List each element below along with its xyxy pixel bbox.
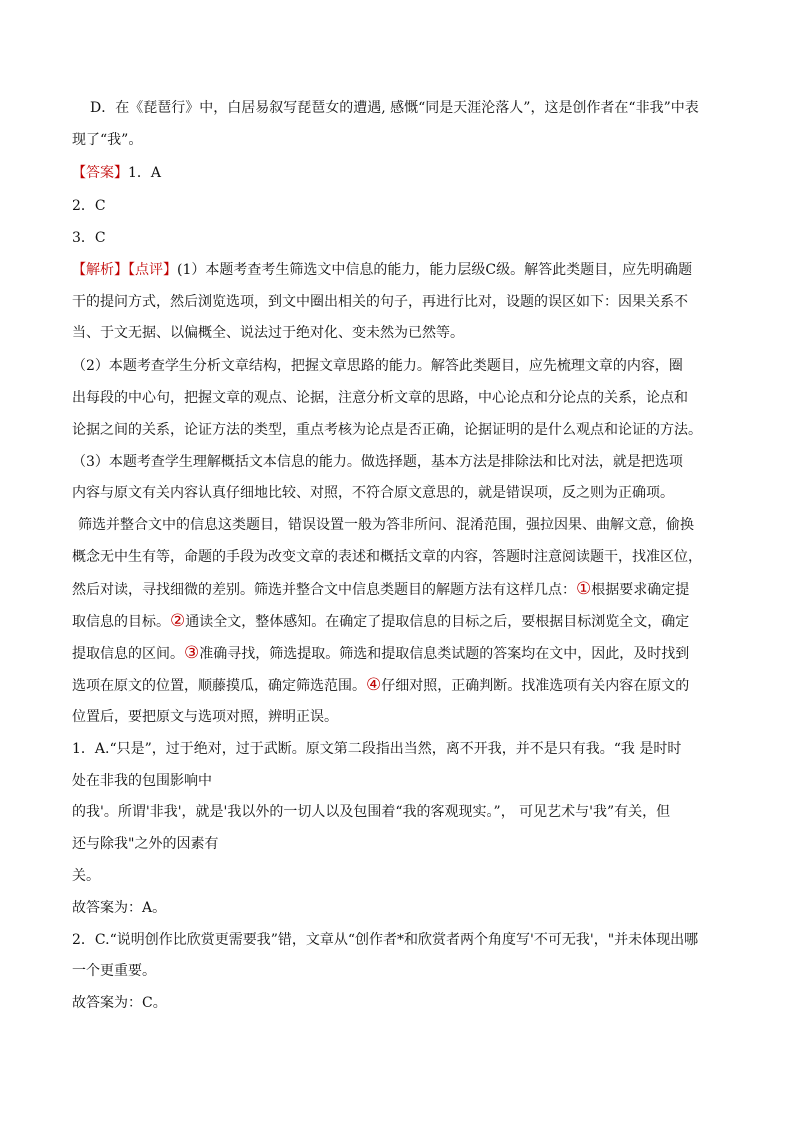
circled-number-3: ③ <box>184 643 200 663</box>
q2-answer-line: 故答案为：C。 <box>72 995 167 1011</box>
answer-line-1: 【答案】1．A <box>72 165 162 181</box>
q1-explanation-line-2: 处在非我的包围影响中 <box>72 773 212 789</box>
option-d-line-1: D．在《琵琶行》中，白居易叙写琵琶女的遭遇, 感慨“同是天涯沦落人”，这是创作者在“非我”中表 <box>90 100 699 116</box>
q1-explanation-line-4: 还与除我"之外的因素有 <box>72 836 219 852</box>
analysis-line-8: 内容与原文有关内容认真仔细地比较、对照，不符合原文意思的，就是错误项，反之则为正确项。 <box>72 485 674 501</box>
circled-number-1: ① <box>576 579 592 599</box>
analysis-line-12: 取信息的目标。②通读全文，整体感知。在确定了提取信息的目标之后，要根据目标浏览全文，确定 <box>72 611 690 631</box>
q1-explanation-line-1: 1．A.“只是”，过于绝对，过于武断。原文第二段指出当然，离不开我，并不是只有我。“我 是时时 <box>72 741 682 757</box>
answer-line-2: 2．C <box>72 198 106 214</box>
analysis-line-14: 选项在原文的位置，顺藤摸瓜，确定筛选范围。④仔细对照，正确判断。找准选项有关内容在原文的 <box>72 675 690 695</box>
circled-number-2: ② <box>170 611 186 631</box>
answer-line-3: 3．C <box>72 230 106 246</box>
q2-explanation-line-2: 一个更重要。 <box>72 963 156 979</box>
q2-explanation-line-1: 2．C.“说明创作比欣赏更需要我”错，文章从“创作者*和欣赏者两个角度写'不可无我'，"并未体现出哪 <box>72 932 699 948</box>
analysis-line-9: 筛选并整合文中的信息这类题目，错误设置一般为答非所问、混淆范围，强拉因果、曲解文意，偷换 <box>78 517 694 533</box>
q1-explanation-line-5: 关。 <box>72 868 100 884</box>
analysis-line-13: 提取信息的区间。③准确寻找，筛选提取。筛选和提取信息类试题的答案均在文中，因此，及时找到 <box>72 643 690 663</box>
circled-number-4: ④ <box>366 675 382 695</box>
analysis-line-15: 位置后，要把原文与选项对照，辨明正误。 <box>72 709 338 725</box>
answer-label: 【答案】 <box>72 165 128 181</box>
q1-explanation-line-3: 的我'。所谓'非我'，就是'我以外的一切人以及包围着“我的客观现实。”， 可见艺术与'我”有关，但 <box>72 804 671 820</box>
analysis-line-5: 出每段的中心句，把握文章的观点、论据，注意分析文章的思路，中心论点和分论点的关系，论点和 <box>72 390 688 406</box>
analysis-line-1: 【解析】【点评】(1）本题考查考生筛选文中信息的能力，能力层级C级。解答此类题目，应先明确题 <box>72 262 693 278</box>
analysis-line-2: 干的提问方式，然后浏览选项，到文中圈出相关的句子，再进行比对，设题的误区如下：因果关系不 <box>72 294 688 310</box>
analysis-line-10: 概念无中生有等，命题的手段为改变文章的表述和概括文章的内容，答题时注意阅读题干，找准区位， <box>72 549 702 565</box>
analysis-line-7: （3）本题考查学生理解概括文本信息的能力。做选择题，基本方法是排除法和比对法，就是把选项 <box>72 454 683 470</box>
q1-answer-line: 故答案为：A。 <box>72 900 167 916</box>
analysis-line-11: 然后对读，寻找细微的差别。筛选并整合文中信息类题目的解题方法有这样几点：①根据要求确定提 <box>72 579 690 599</box>
analysis-line-3: 当、于文无据、以偏概全、说法过于绝对化、变未然为已然等。 <box>72 325 464 341</box>
analysis-label: 【解析】【点评】 <box>72 262 177 278</box>
analysis-line-4: （2）本题考查学生分析文章结构，把握文章思路的能力。解答此类题目，应先梳理文章的内容，圈 <box>72 358 683 374</box>
option-d-line-2: 现了“我”。 <box>72 132 143 148</box>
analysis-line-6: 论据之间的关系，论证方法的类型，重点考核为论点是否正确，论据证明的是什么观点和论证的方法。 <box>72 422 702 438</box>
